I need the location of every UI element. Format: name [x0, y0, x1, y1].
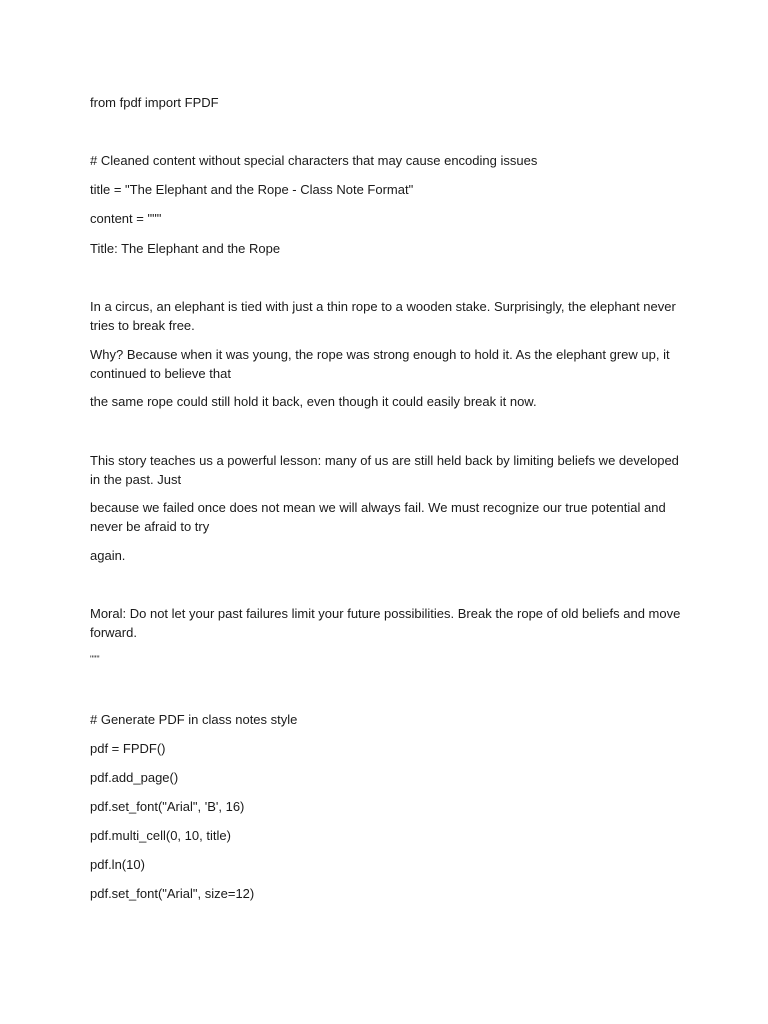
- story-paragraph: This story teaches us a powerful lesson: many of us are still held back by limiting beliefs we developed in the past. Just: [90, 453, 679, 487]
- moral-paragraph: Moral: Do not let your past failures limit your future possibilities. Break the rope of old beliefs and move forward.: [90, 606, 681, 640]
- code-line: title = "The Elephant and the Rope - Class Note Format": [90, 182, 414, 197]
- story-paragraph: because we failed once does not mean we will always fail. We must recognize our true potential and never be afraid to try: [90, 500, 666, 534]
- story-paragraph: In a circus, an elephant is tied with just a thin rope to a wooden stake. Surprisingly, the elephant never tries to break free.: [90, 299, 676, 333]
- code-line: pdf.add_page(): [90, 770, 179, 785]
- code-line: """: [90, 654, 100, 664]
- code-comment-line: # Cleaned content without special characters that may cause encoding issues: [90, 153, 538, 168]
- story-paragraph: Why? Because when it was young, the rope was strong enough to hold it. As the elephant grew up, it continued to believe that: [90, 347, 670, 381]
- story-paragraph: again.: [90, 548, 126, 563]
- story-title-line: Title: The Elephant and the Rope: [90, 241, 281, 256]
- code-line: pdf.multi_cell(0, 10, title): [90, 828, 231, 843]
- code-line: pdf = FPDF(): [90, 741, 166, 756]
- code-line: content = """: [90, 211, 162, 226]
- code-comment-line: # Generate PDF in class notes style: [90, 712, 298, 727]
- story-paragraph: the same rope could still hold it back, even though it could easily break it now.: [90, 394, 537, 409]
- code-line: pdf.set_font("Arial", 'B', 16): [90, 799, 245, 814]
- code-line: pdf.ln(10): [90, 857, 145, 872]
- code-line: pdf.set_font("Arial", size=12): [90, 886, 255, 901]
- code-line: from fpdf import FPDF: [90, 95, 219, 110]
